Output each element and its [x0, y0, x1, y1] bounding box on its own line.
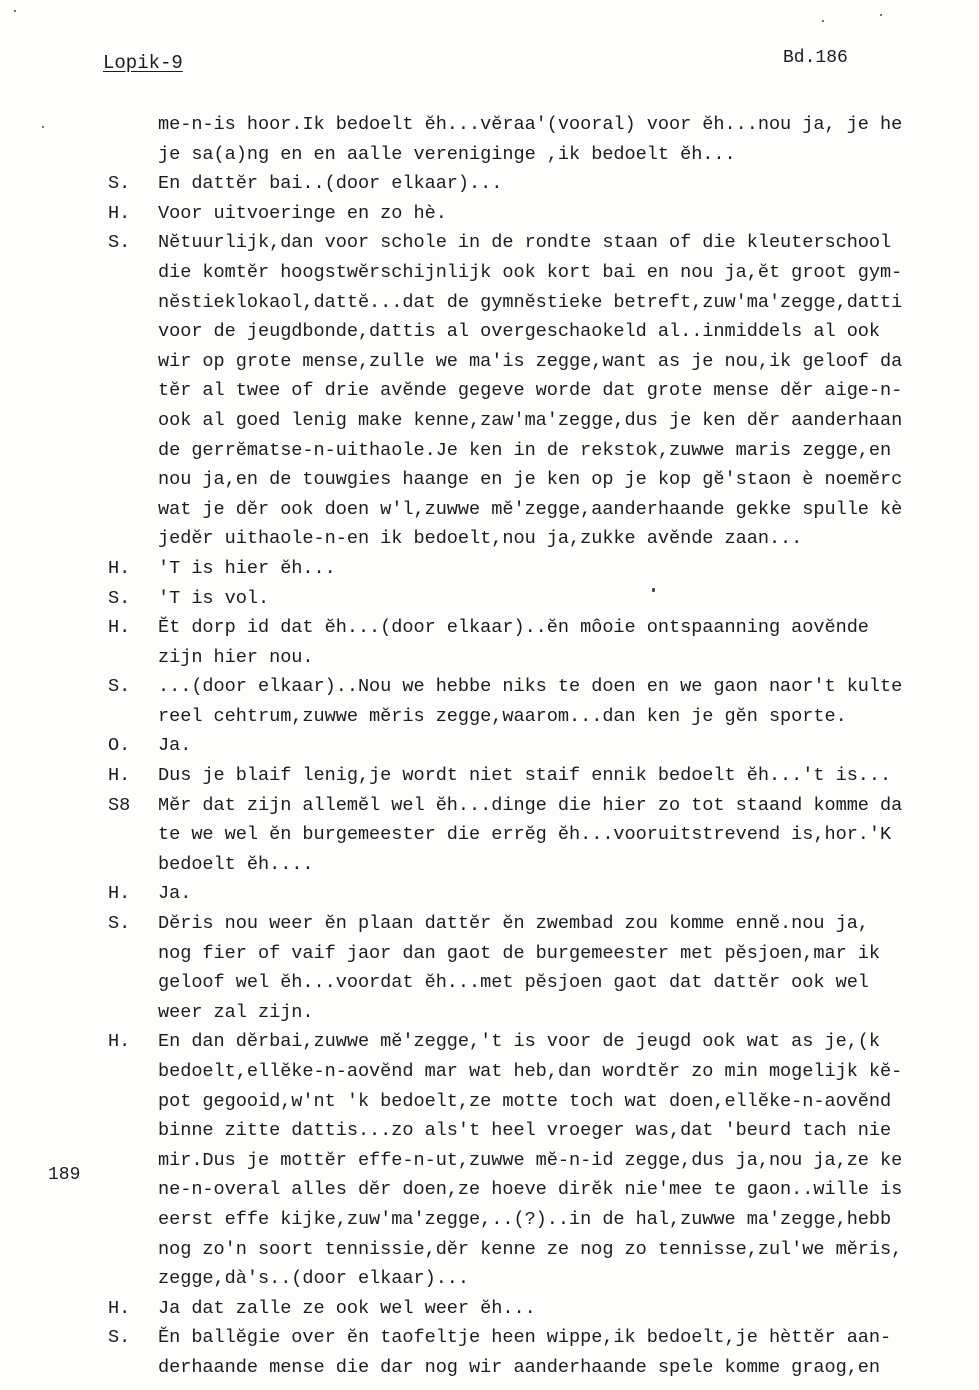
line-text: Ja. — [158, 735, 192, 757]
scan-speck — [880, 14, 882, 16]
line-text: binne zitte dattis...zo als't heel vroeger was,dat 'beurd tach nie — [158, 1120, 892, 1142]
line-text: En dattĕr bai..(door elkaar)... — [158, 173, 503, 195]
transcript-line — [0, 1087, 979, 1117]
transcript-line — [0, 1205, 979, 1235]
transcript-line — [0, 524, 979, 554]
transcript-line — [0, 613, 979, 643]
transcript-line — [0, 1057, 979, 1087]
speaker-label: H. — [108, 1297, 131, 1319]
speaker-label: H. — [108, 617, 131, 639]
transcript-line — [0, 791, 979, 821]
speaker-label: H. — [108, 883, 131, 905]
speaker-label: S. — [108, 1327, 131, 1349]
line-text: jedĕr uithaole-n-en ik bedoelt,nou ja,zukke avĕnde zaan... — [158, 528, 803, 550]
speaker-label: S. — [108, 232, 131, 254]
transcript-line — [0, 584, 979, 614]
speaker-label: H. — [108, 557, 131, 579]
transcript-line — [0, 436, 979, 466]
transcript-line — [0, 554, 979, 584]
line-text: Ĕn ballĕgie over ĕn taofeltje heen wippe,ik bedoelt,je hèttĕr aan- — [158, 1327, 892, 1349]
line-text: bedoelt,ellĕke-n-aovĕnd mar wat heb,dan wordtĕr zo min mogelijk kĕ- — [158, 1061, 903, 1082]
line-text: Mĕr dat zijn allemĕl wel ĕh...dinge die hier zo tot staand komme da — [158, 794, 903, 816]
transcript-line — [0, 968, 979, 998]
line-text: mir.Dus je mottĕr effe-n-ut,zuwwe mĕ-n-id zegge,dus ja,nou ja,ze ke — [158, 1149, 903, 1171]
line-text: wir op grote mense,zulle we ma'is zegge,want as je nou,ik geloof da — [158, 350, 903, 372]
speaker-label: H. — [108, 765, 131, 787]
line-text: Dĕris nou weer ĕn plaan dattĕr ĕn zwembad zou komme ennĕ.nou ja, — [158, 913, 869, 935]
transcript-line — [0, 1294, 979, 1324]
line-text: geloof wel ĕh...voordat ĕh...met pĕsjoen gaot dat dattĕr ook wel — [158, 972, 869, 994]
line-text: Ĕt dorp id dat ĕh...(door elkaar)..ĕn môoie ontspaanning aovĕnde — [158, 617, 869, 639]
transcript-line — [0, 317, 979, 347]
line-text: die komtĕr hoogstwĕrschijnlijk ook kort bai en nou ja,ĕt groot gym- — [158, 261, 903, 283]
line-text: Ja dat zalle ze ook wel weer ĕh... — [158, 1297, 536, 1319]
header-location: Lopik-9 — [103, 52, 183, 74]
transcript-line — [0, 376, 979, 406]
line-text: nog fier of vaif jaor dan gaot de burgemeester met pĕsjoen,mar ik — [158, 942, 881, 964]
line-text: zijn hier nou. — [158, 646, 314, 668]
transcript-line — [0, 347, 979, 377]
transcript-line — [0, 288, 979, 318]
speaker-label: S. — [108, 587, 131, 609]
line-text: weer zal zijn. — [158, 1001, 314, 1023]
line-text: wat je dĕr ook doen w'l,zuwwe mĕ'zegge,aanderhaande gekke spulle kè — [158, 498, 903, 520]
speaker-label: H. — [108, 202, 131, 224]
line-text: de gerrĕmatse-n-uithaole.Je ken in de rekstok,zuwwe maris zegge,en — [158, 439, 892, 461]
transcript-line — [0, 998, 979, 1028]
line-text: Ja. — [158, 883, 192, 905]
transcript-line — [0, 1116, 979, 1146]
transcript-line — [0, 1146, 979, 1176]
transcript-line — [0, 1027, 979, 1057]
transcript-line — [0, 140, 979, 170]
speaker-label: S. — [108, 173, 131, 195]
line-text: 'T is hier ĕh... — [158, 557, 336, 579]
scan-speck — [652, 588, 655, 592]
line-text: te we wel ĕn burgemeester die errĕg ĕh...vooruitstrevend is,hor.'K — [158, 824, 892, 846]
transcript-line — [0, 702, 979, 732]
line-text: eerst effe kijke,zuw'ma'zegge,..(?)..in de hal,zuwwe ma'zegge,hebb — [158, 1208, 892, 1230]
line-text: pot gegooid,w'nt 'k bedoelt,ze motte toch wat doen,ellĕke-n-aovĕnd — [158, 1090, 892, 1112]
scan-speck — [14, 10, 16, 12]
line-text: nou ja,en de touwgies haange en je ken op je kop gĕ'staon è noemĕrc — [158, 469, 903, 491]
line-text: ne-n-overal alles dĕr doen,ze hoeve dirĕk nie'mee te gaon..wille is — [158, 1179, 903, 1201]
transcript-line — [0, 731, 979, 761]
line-text: tĕr al twee of drie avĕnde gegeve worde dat grote mense dĕr aige-n- — [158, 380, 903, 402]
header-page-ref: Bd.186 — [783, 48, 848, 68]
speaker-label: S8 — [108, 794, 131, 816]
speaker-label: H. — [108, 1031, 131, 1053]
transcript-line — [0, 909, 979, 939]
transcript-line — [0, 1353, 979, 1383]
speaker-label: S. — [108, 913, 131, 935]
transcript-line — [0, 1264, 979, 1294]
transcript-line — [0, 643, 979, 673]
line-text: derhaande mense die dar nog wir aanderhaande spele komme graog,en — [158, 1356, 881, 1378]
transcript-line — [0, 1235, 979, 1265]
line-text: nĕstieklokaol,dattĕ...dat de gymnĕstieke betreft,zuw'ma'zegge,datti — [158, 291, 903, 313]
line-text: ook al goed lenig make kenne,zaw'ma'zegge,dus je ken dĕr aanderhaan — [158, 409, 903, 431]
scan-speck — [42, 126, 44, 128]
transcript-line — [0, 761, 979, 791]
line-text: Nĕtuurlijk,dan voor schole in de rondte staan of die kleuterschool — [158, 232, 892, 254]
transcript-line — [0, 465, 979, 495]
line-text: Voor uitvoeringe en zo hè. — [158, 202, 447, 224]
transcript-line — [0, 110, 979, 140]
scan-speck — [822, 20, 824, 22]
line-text: bedoelt ĕh.... — [158, 853, 314, 875]
line-text: Dus je blaif lenig,je wordt niet staif ennik bedoelt ĕh...'t is... — [158, 765, 892, 787]
margin-number: 189 — [48, 1165, 81, 1185]
transcript-body — [0, 110, 979, 1383]
line-text: reel cehtrum,zuwwe mĕris zegge,waarom...dan ken je gĕn sporte. — [158, 705, 847, 727]
transcript-line — [0, 228, 979, 258]
line-text: me-n-is hoor.Ik bedoelt ĕh...vĕraa'(vooral) voor ĕh...nou ja, je he — [158, 114, 903, 135]
transcript-line — [0, 406, 979, 436]
transcript-line — [0, 199, 979, 229]
transcript-line — [0, 1323, 979, 1353]
transcript-line — [0, 939, 979, 969]
line-text: voor de jeugdbonde,dattis al overgeschaokeld al..inmiddels al ook — [158, 321, 881, 343]
transcript-line — [0, 850, 979, 880]
transcript-line — [0, 1175, 979, 1205]
transcript-line — [0, 672, 979, 702]
transcript-line — [0, 169, 979, 199]
transcript-line — [0, 820, 979, 850]
line-text: zegge,dà's..(door elkaar)... — [158, 1268, 470, 1290]
transcript-line — [0, 258, 979, 288]
speaker-label: O. — [108, 735, 131, 757]
transcript-line — [0, 879, 979, 909]
line-text: ...(door elkaar)..Nou we hebbe niks te doen en we gaon naor't kulte — [158, 676, 903, 698]
speaker-label: S. — [108, 676, 131, 698]
line-text: nog zo'n soort tennissie,dĕr kenne ze nog zo tennisse,zul'we mĕris, — [158, 1238, 903, 1260]
line-text: En dan dĕrbai,zuwwe mĕ'zegge,'t is voor de jeugd ook wat as je,(k — [158, 1031, 881, 1053]
transcript-line — [0, 495, 979, 525]
line-text: 'T is vol. — [158, 587, 270, 609]
line-text: je sa(a)ng en en aalle vereniginge ,ik bedoelt ĕh... — [158, 143, 736, 165]
